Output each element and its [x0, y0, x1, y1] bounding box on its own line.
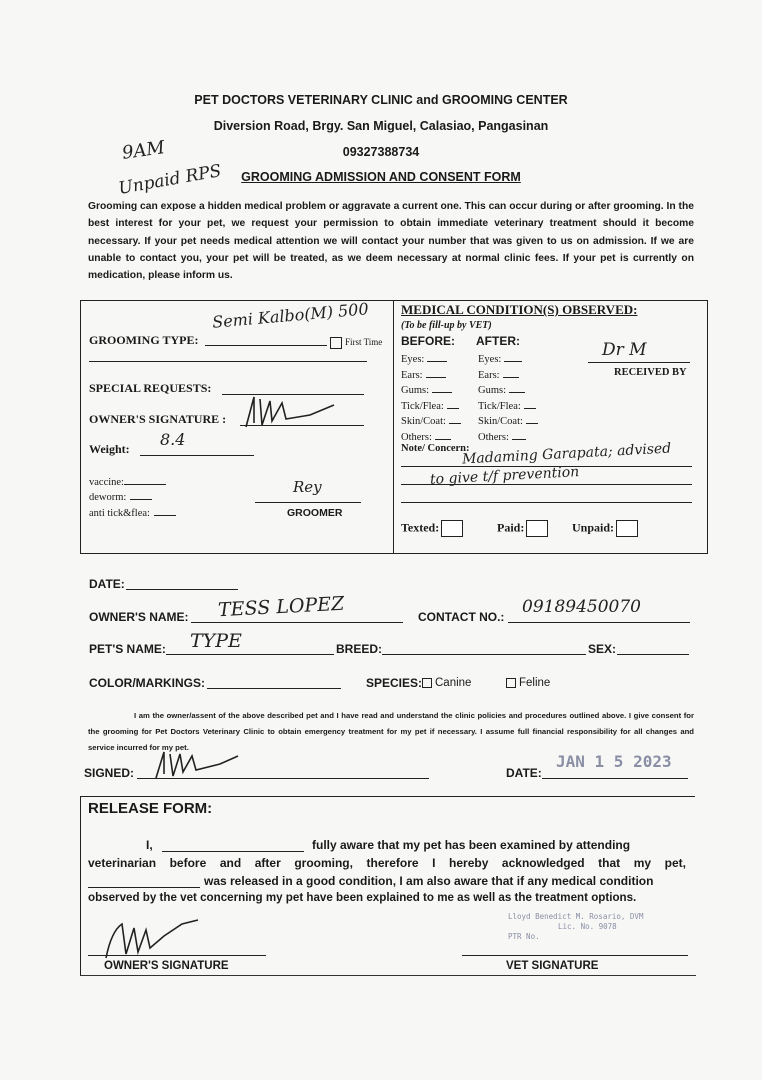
- release-title: RELEASE FORM:: [88, 800, 213, 817]
- weight-line: [140, 455, 254, 456]
- release-text-4: observed by the vet concerning my pet have been explained to me as well as the treatment options.: [88, 891, 637, 904]
- weight-label: Weight:: [89, 442, 130, 456]
- release-bottom-line: [80, 975, 696, 976]
- owner-name-label: OWNER'S NAME:: [89, 610, 189, 624]
- after-item: Skin/Coat:: [478, 414, 538, 430]
- feline-checkbox[interactable]: [506, 678, 516, 688]
- grooming-type-line: [205, 345, 327, 346]
- vet-stamp: [508, 912, 643, 942]
- first-time-label: First Time: [345, 337, 383, 348]
- before-item: Gums:: [401, 383, 461, 399]
- before-item: Skin/Coat:: [401, 414, 461, 430]
- color-line: [207, 688, 341, 689]
- deworm-field: [89, 492, 152, 503]
- after-item: Others:: [478, 430, 538, 446]
- grooming-line-2: [89, 361, 367, 362]
- before-label: BEFORE:: [401, 334, 455, 348]
- anti-tick-field: [89, 508, 176, 519]
- release-text-3: was released in a good condition, I am also aware that if any medical condition: [204, 874, 654, 888]
- paid-field[interactable]: [497, 520, 548, 537]
- owner-sig-line: [88, 955, 266, 956]
- intro-paragraph: Grooming can expose a hidden medical problem or aggravate a current one. This can occur during or after grooming. In the best interest for your pet, we request your permission to obtain immediate veterinary treatment should it become necessary. If your pet needs medical attention we will contact your number that was given to us on admission. If we are unable to contact you, your pet will be treated, as we deem necessary at normal clinic fees. If your pet is currently on medication, please inform us.: [88, 201, 694, 282]
- before-item: Others:: [401, 430, 461, 446]
- clinic-address: Diversion Road, Brgy. San Miguel, Calasiao, Pangasinan: [213, 119, 549, 133]
- unpaid-label: Unpaid:: [572, 520, 615, 535]
- note-line-3: [401, 502, 692, 503]
- handwritten-unpaid: Unpaid RPS: [117, 161, 223, 199]
- texted-checkbox[interactable]: [441, 520, 463, 537]
- vaccine-line: [124, 484, 166, 485]
- first-time-field[interactable]: [330, 337, 382, 349]
- owner-sig-label: OWNER'S SIGNATURE: [104, 960, 229, 972]
- consent-paragraph: I am the owner/assent of the above described pet and I have read and understand the clinic policies and procedures outlined above. I give consent for the grooming for Pet Doctors Veterinary Clinic to obtain emergency treatment for my pet if necessary. I assume full financial responsibility for all changes and service incurred for my pet.: [88, 711, 694, 752]
- release-name-line: [162, 851, 304, 852]
- feline-label: Feline: [519, 677, 551, 689]
- contact-line: [508, 622, 690, 623]
- vet-stamp-lic: Lic. No. 9078: [558, 922, 617, 931]
- vet-sig-line: [462, 955, 688, 956]
- grooming-type-value: Semi Kalbo(M) 500: [211, 299, 370, 332]
- contact-value: 09189450070: [522, 597, 641, 617]
- release-pet-line: [88, 887, 200, 888]
- anti-tick-line: [154, 515, 176, 516]
- form-title: GROOMING ADMISSION AND CONSENT FORM: [241, 170, 521, 184]
- note-text-1: Madaming Garapata; advised: [461, 440, 672, 468]
- canine-label: Canine: [435, 677, 472, 689]
- after-label: AFTER:: [476, 334, 520, 348]
- deworm-label: deworm:: [89, 492, 127, 503]
- medical-title: MEDICAL CONDITION(S) OBSERVED:: [401, 302, 638, 317]
- paid-checkbox[interactable]: [526, 520, 548, 537]
- anti-tick-label: anti tick&flea:: [89, 508, 150, 519]
- owner-signature-label: OWNER'S SIGNATURE :: [89, 412, 227, 426]
- received-by-line: [588, 362, 690, 363]
- before-list: [401, 352, 461, 446]
- deworm-line: [130, 499, 152, 500]
- unpaid-field[interactable]: [572, 520, 638, 537]
- owner-name-line: [191, 622, 403, 623]
- received-by-value: Dr M: [602, 340, 647, 360]
- owner-signature-scribble: [240, 393, 340, 433]
- after-item: Eyes:: [478, 352, 538, 368]
- color-label: COLOR/MARKINGS:: [89, 676, 205, 690]
- breed-label: BREED:: [336, 642, 383, 656]
- texted-field[interactable]: [401, 520, 463, 537]
- release-text-1: fully aware that my pet has been examined by attending: [312, 838, 631, 852]
- signed-scribble: [150, 742, 240, 782]
- received-by-label: RECEIVED BY: [614, 367, 687, 378]
- clinic-phone: 09327388734: [342, 145, 420, 159]
- date-stamp: JAN 1 5 2023: [556, 752, 672, 771]
- handwritten-time: 9AM: [120, 137, 167, 164]
- before-item: Ears:: [401, 368, 461, 384]
- sex-line: [617, 654, 689, 655]
- pet-name-value: TYPE: [190, 630, 242, 652]
- pet-name-label: PET'S NAME:: [89, 642, 166, 656]
- vet-stamp-name: Lloyd Benedict M. Rosario, DVM: [508, 912, 644, 921]
- texted-label: Texted:: [401, 520, 440, 535]
- release-text-2: veterinarian before and after grooming, therefore I hereby acknowledged that my pet,: [88, 856, 686, 870]
- medical-subtitle: (To be fill-up by VET): [401, 320, 492, 331]
- sex-label: SEX:: [588, 642, 617, 656]
- unpaid-checkbox[interactable]: [616, 520, 638, 537]
- groomer-line: [255, 502, 361, 503]
- clinic-name: PET DOCTORS VETERINARY CLINIC and GROOMING CENTER: [194, 93, 568, 107]
- first-time-checkbox[interactable]: [330, 337, 342, 349]
- release-owner-scribble: [102, 918, 202, 964]
- date2-line: [542, 778, 688, 779]
- contact-label: CONTACT NO.:: [418, 610, 505, 624]
- groomer-label: GROOMER: [287, 507, 343, 519]
- after-item: Tick/Flea:: [478, 399, 538, 415]
- after-item: Gums:: [478, 383, 538, 399]
- species-canine[interactable]: [422, 677, 471, 689]
- pet-name-line: [166, 654, 334, 655]
- groomer-value: Rey: [293, 478, 322, 496]
- before-item: Eyes:: [401, 352, 461, 368]
- species-label: SPECIES:: [366, 676, 423, 690]
- species-feline[interactable]: [506, 677, 550, 689]
- release-i-label: I,: [146, 838, 153, 852]
- date2-label: DATE:: [506, 766, 542, 780]
- owner-name-value: TESS LOPEZ: [217, 592, 345, 622]
- signed-label: SIGNED:: [84, 766, 135, 780]
- vaccine-label: vaccine:: [89, 477, 124, 488]
- grooming-type-label: GROOMING TYPE:: [89, 333, 199, 347]
- date-line: [126, 589, 238, 590]
- after-list: [478, 352, 538, 446]
- note-label: Note/ Concern:: [401, 443, 470, 454]
- after-item: Ears:: [478, 368, 538, 384]
- vet-sig-label: VET SIGNATURE: [506, 960, 599, 972]
- weight-value: 8.4: [160, 430, 186, 449]
- note-text-2: to give t/f prevention: [429, 464, 580, 488]
- paid-label: Paid:: [497, 520, 525, 535]
- before-item: Tick/Flea:: [401, 399, 461, 415]
- vaccine-field: [89, 477, 166, 488]
- vet-stamp-ptr: PTR No.: [508, 932, 540, 941]
- box-divider: [393, 300, 394, 553]
- date-label: DATE:: [89, 577, 125, 591]
- breed-line: [382, 654, 586, 655]
- special-requests-label: SPECIAL REQUESTS:: [89, 381, 212, 395]
- canine-checkbox[interactable]: [422, 678, 432, 688]
